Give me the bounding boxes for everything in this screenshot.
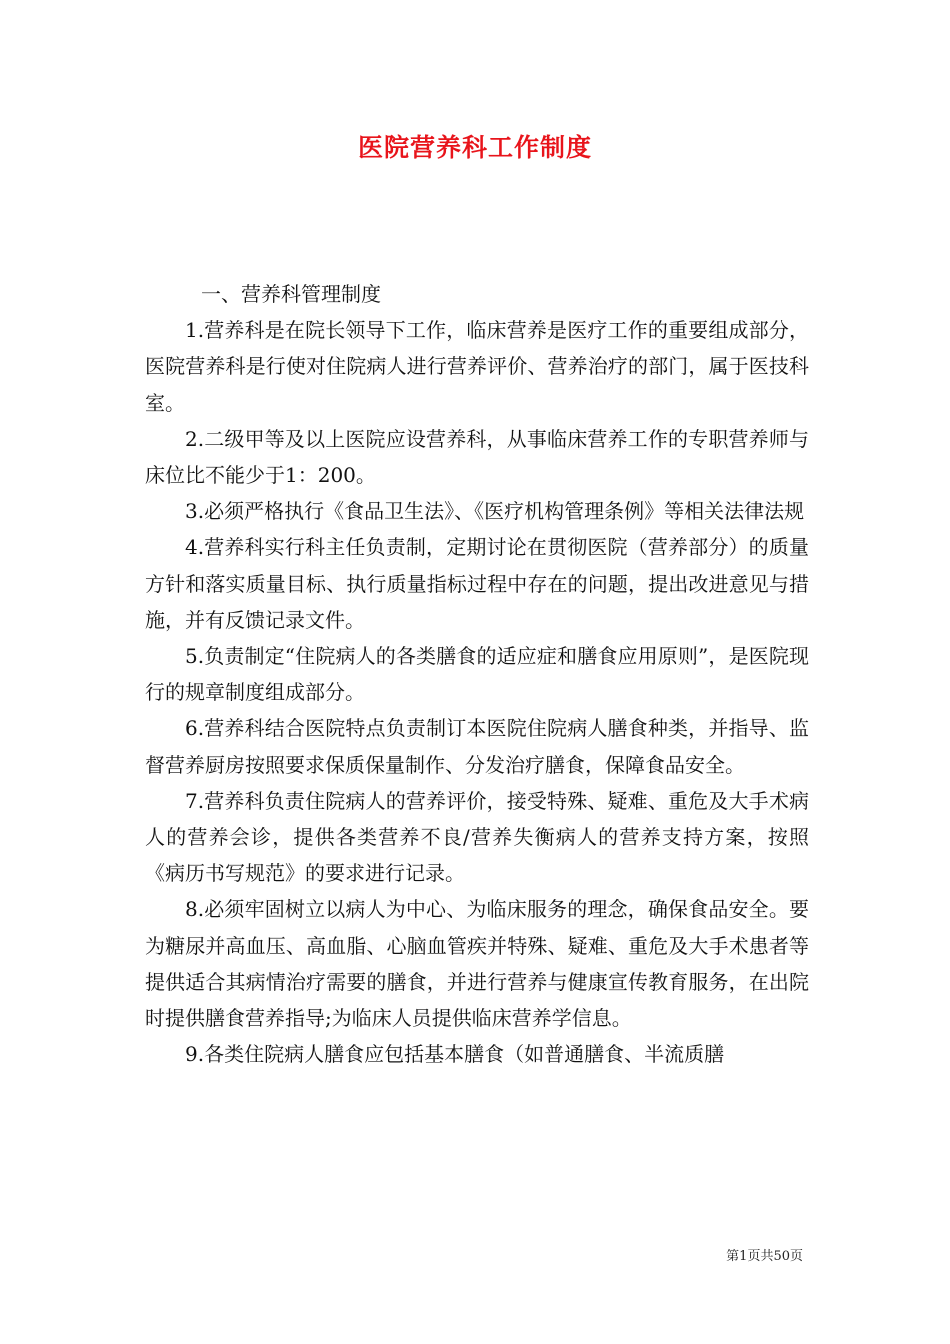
paragraph-3: 3.必须严格执行《食品卫生法》、《医疗机构管理条例》等相关法律法规	[185, 499, 805, 524]
paragraph-5: 5.负责制定“住院病人的各类膳食的适应症和膳食应用原则”，是医院现行的规章制度组成部分。	[145, 644, 809, 705]
paragraph-7: 7.营养科负责住院病人的营养评价，接受特殊、疑难、重危及大手术病人的营养会诊，提供各类营养不良/营养失衡病人的营养支持方案，按照《病历书写规范》的要求进行记录。	[145, 788, 809, 886]
section-heading: 一、营养科管理制度	[201, 282, 381, 306]
paragraph-9: 9.各类住院病人膳食应包括基本膳食（如普通膳食、半流质膳	[185, 1042, 725, 1067]
document-body	[145, 276, 809, 1072]
paragraph-4: 4.营养科实行科主任负责制，定期讨论在贯彻医院（营养部分）的质量方针和落实质量目标、执行质量指标过程中存在的问题，提出改进意见与措施，并有反馈记录文件。	[145, 535, 809, 632]
document-title: 医院营养科工作制度	[357, 133, 592, 162]
paragraph-2: 2.二级甲等及以上医院应设营养科，从事临床营养工作的专职营养师与床位比不能少于1：200。	[145, 426, 809, 488]
page-number: 第1页共50页	[726, 1249, 803, 1264]
paragraph-8: 8.必须牢固树立以病人为中心、为临床服务的理念，确保食品安全。要为糖尿并高血压、高血脂、心脑血管疾并特殊、疑难、重危及大手术患者等提供适合其病情治疗需要的膳食，并进行营养与健康宣传教育服务，在出院时提供膳食营养指导;为临床人员提供临床营养学信息。	[145, 897, 809, 1031]
paragraph-6: 6.营养科结合医院特点负责制订本医院住院病人膳食种类，并指导、监督营养厨房按照要求保质保量制作、分发治疗膳食，保障食品安全。	[145, 716, 809, 777]
paragraph-1: 1.营养科是在院长领导下工作，临床营养是医疗工作的重要组成部分，医院营养科是行使对住院病人进行营养评价、营养治疗的部门，属于医技科室。	[145, 318, 809, 415]
